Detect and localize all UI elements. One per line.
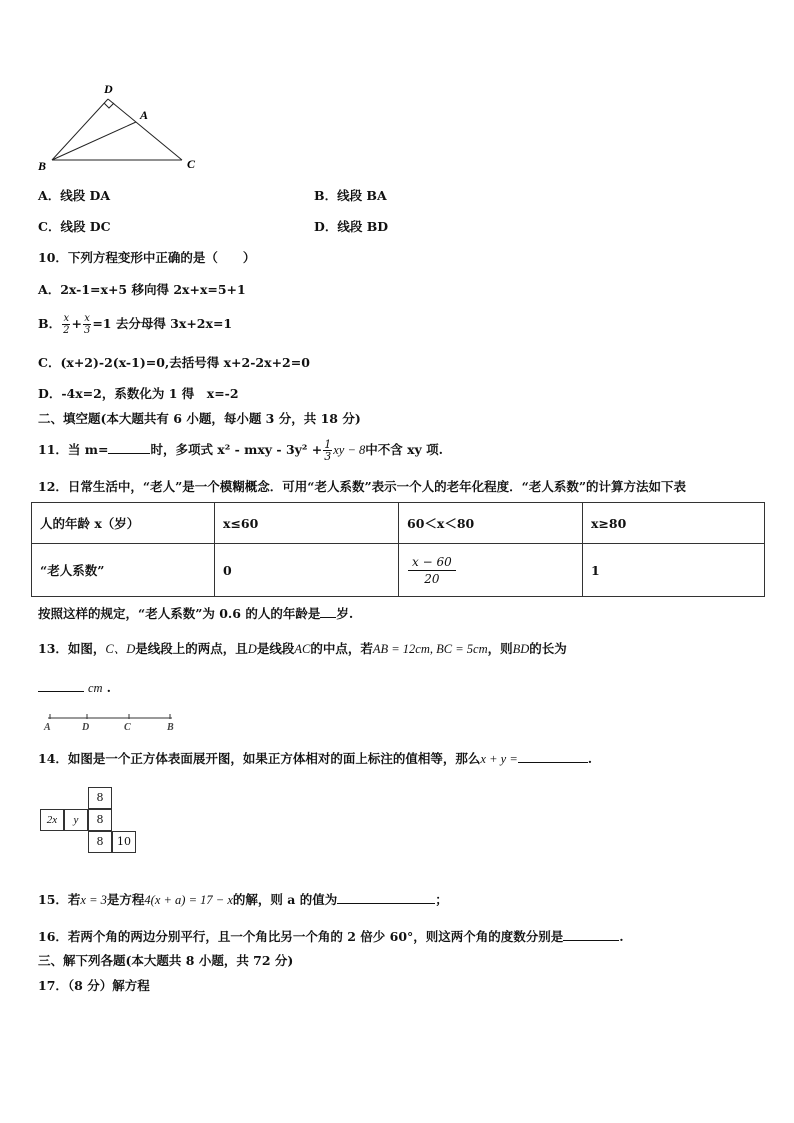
option-letter: B． <box>38 316 62 331</box>
option-text: 线段 DC <box>60 219 111 234</box>
q12-question <box>38 605 353 622</box>
table-row <box>32 544 765 597</box>
table-cell <box>399 544 583 597</box>
q12-answer-blank[interactable] <box>320 605 336 618</box>
q15-equation: 4(x + a) = 17 − x <box>144 893 233 907</box>
q10-option-d[interactable]: D．-4x=2，系数化为 1 得 x=-2 <box>38 386 239 401</box>
table-cell: “老人系数” <box>32 544 215 597</box>
q13 <box>38 641 567 657</box>
q13-text: ，则 <box>487 641 513 656</box>
option-letter: C． <box>38 219 61 234</box>
q13-text: 的长为 <box>529 641 567 656</box>
q15-prefix: 15．若 <box>38 892 81 907</box>
table-cell: 60＜x＜80 <box>399 503 583 544</box>
q16-text: 16．若两个角的两边分别平行，且一个角比另一个角的 2 倍少 60°，则这两个角的度数分别是 <box>38 929 564 944</box>
q11-text-end: 中不含 xy 项. <box>365 442 444 457</box>
q14-period: . <box>587 751 593 766</box>
q15 <box>38 891 448 908</box>
fraction-x-minus-60-over-20: $\frac{x - 60}{20}$ <box>408 554 456 587</box>
q11-answer-blank[interactable] <box>108 441 150 454</box>
fraction-one-third: $\frac{1}{3}$ <box>324 438 332 463</box>
option-text: 线段 BD <box>337 219 389 234</box>
q15-text: 是方程 <box>106 892 145 907</box>
net-cell: 2x <box>40 809 64 831</box>
fraction-x-over-3: $\frac{x}{3}$ <box>83 313 91 336</box>
q11 <box>38 432 443 468</box>
q10-option-c[interactable]: C．(x+2)-2(x-1)=0,去括号得 x+2-2x+2=0 <box>38 355 310 370</box>
q9-option-c[interactable] <box>38 219 111 235</box>
option-text: =1 去分母得 3x+2x=1 <box>92 316 233 331</box>
fraction-x-over-2: $\frac{x}{2}$ <box>63 313 70 336</box>
label-b: B <box>38 159 47 173</box>
option-text: 线段 DA <box>60 188 111 203</box>
q15-end: ； <box>435 892 448 907</box>
label-a: A <box>44 722 51 733</box>
table-cell: 人的年龄 x（岁） <box>32 503 215 544</box>
q13-points: C、D <box>105 642 136 656</box>
option-letter: B． <box>314 188 338 203</box>
q13-condition: AB = 12cm, BC = 5cm <box>372 642 488 656</box>
q12-text-end: 岁. <box>336 606 354 621</box>
net-cell: 8 <box>88 809 112 831</box>
q10-option-b[interactable] <box>38 309 232 339</box>
q13-point-d: D <box>247 642 257 656</box>
triangle-figure <box>34 80 204 175</box>
q15-text: 的解，则 a 的值为 <box>232 892 338 907</box>
table-cell: x≥80 <box>583 503 765 544</box>
label-b: B <box>167 722 174 733</box>
q13-segment-ac: AC <box>294 642 311 656</box>
table-cell: 1 <box>583 544 765 597</box>
q9-option-b[interactable] <box>314 188 387 204</box>
old-age-coefficient-table <box>31 502 765 597</box>
label-c: C <box>124 722 131 733</box>
q14 <box>38 750 592 767</box>
net-cell: 8 <box>88 831 112 853</box>
plus-sign: + <box>71 316 82 331</box>
label-c: C <box>187 157 196 171</box>
table-cell: x≤60 <box>215 503 399 544</box>
q13-text: 是线段上的两点，且 <box>135 641 248 656</box>
q15-answer-blank[interactable] <box>337 891 435 904</box>
option-letter: A． <box>38 188 61 203</box>
q17: 17．（8 分）解方程 <box>38 978 150 993</box>
label-a: A <box>140 108 149 122</box>
q13-unit: cm <box>88 681 103 695</box>
q14-answer-blank[interactable] <box>518 750 588 763</box>
net-cell: 8 <box>88 787 112 809</box>
q13-segment-bd: BD <box>512 642 530 656</box>
q13-period: . <box>106 680 111 695</box>
q16-period: . <box>619 929 624 944</box>
label-d: D <box>104 82 113 96</box>
q13-text: 是线段 <box>256 641 295 656</box>
q16 <box>38 928 624 945</box>
q13-answer-line <box>38 679 111 696</box>
right-angle-mark <box>104 103 114 108</box>
table-cell: 0 <box>215 544 399 597</box>
option-text: 线段 BA <box>337 188 387 203</box>
q11-prefix: 11．当 m= <box>38 442 109 457</box>
q13-answer-blank[interactable] <box>38 679 84 692</box>
q14-expression: x + y = <box>480 752 518 766</box>
q9-option-d[interactable] <box>314 219 388 235</box>
q12-stem: 12．日常生活中，“老人”是一个模糊概念．可用“老人系数”表示一个人的老年化程度．“老人系数”的计算方法如下表 <box>38 479 687 494</box>
q16-answer-blank[interactable] <box>563 928 619 941</box>
table-row <box>32 503 765 544</box>
q11-text: 时，多项式 x² - mxy - 3y² + <box>150 442 323 457</box>
q14-text: 14．如图是一个正方体表面展开图，如果正方体相对的面上标注的值相等，那么 <box>38 751 481 766</box>
label-d: D <box>82 722 90 733</box>
q15-condition: x = 3 <box>80 893 107 907</box>
option-letter: D． <box>314 219 338 234</box>
section-3-heading: 三、解下列各题(本大题共 8 小题，共 72 分) <box>38 953 294 968</box>
q13-prefix: 13．如图， <box>38 641 106 656</box>
q10-option-a[interactable]: A．2x-1=x+5 移向得 2x+x=5+1 <box>38 282 246 297</box>
q11-expression: xy − 8 <box>333 443 366 457</box>
net-cell: y <box>64 809 88 831</box>
q12-text: 按照这样的规定，“老人系数”为 0.6 的人的年龄是 <box>38 606 321 621</box>
segment-ba <box>52 122 136 160</box>
net-cell: 10 <box>112 831 136 853</box>
q9-option-a[interactable] <box>38 188 110 204</box>
q13-text: 的中点，若 <box>310 641 373 656</box>
q10-stem: 10．下列方程变形中正确的是（ ） <box>38 250 256 265</box>
line-segment-figure <box>40 708 185 734</box>
section-2-heading: 二、填空题(本大题共有 6 小题，每小题 3 分，共 18 分) <box>38 411 361 426</box>
segment-bd <box>52 99 108 160</box>
